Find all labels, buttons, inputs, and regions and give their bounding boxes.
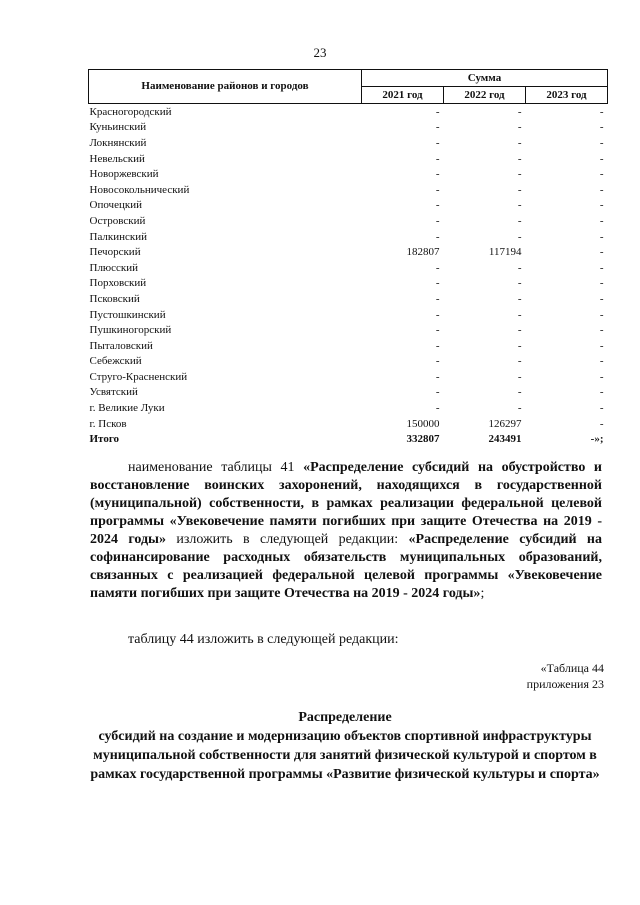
value-2022-cell: - [517,308,522,321]
table-row [89,120,608,136]
value-2021-cell: - [435,308,440,321]
table-row [89,338,608,354]
value-2023-cell: - [599,261,604,274]
table-body [89,104,608,448]
district-name-cell: Себежский [89,355,142,368]
value-2023-cell: - [599,308,604,321]
table-row [89,229,608,245]
value-2022-cell: - [517,324,522,337]
value-2021-cell: - [435,370,440,383]
value-2021-cell: - [435,339,440,352]
value-2022-cell: 126297 [488,417,522,430]
district-name-cell: Красногородский [89,105,172,118]
value-2022-cell: - [517,386,522,399]
value-2022-cell: - [517,168,522,181]
old-table-title: «Распределение субсидий на обустройство и восстановление воинских захоронений, находящихся в государственной (муниципальной) собственности, в рамках реализации федеральной целевой программы «Увековечение памяти погибших при защите Отечества на 2019 - 2024 годы» [90,460,602,547]
value-2022-cell: - [517,152,522,165]
value-2022-cell: - [517,402,522,415]
value-2023-cell: - [599,402,604,415]
table-ref-line2: приложения 23 [526,677,604,691]
name-column-header: Наименование районов и городов [89,70,362,104]
page-number: 23 [313,45,327,60]
district-name-cell: Палкинский [89,230,148,243]
new-table-title: «Распределение субсидий на софинансирование расходных обязательств муниципальных образований, связанных с реализацией федеральной целевой программы «Увековечение памяти погибших при защите Отечества на 2019 - 2024 годы» [90,532,603,601]
table-row [89,276,608,292]
district-name-cell: Пушкиногорский [89,324,172,337]
value-2023-cell: - [599,277,604,290]
total-row [89,431,608,447]
value-2023-cell: - [599,121,604,134]
value-2021-cell: - [435,214,440,227]
district-name-cell: Псковский [89,292,140,305]
value-2021-cell: - [435,277,440,290]
value-2022-cell: - [517,199,522,212]
table44-paragraph: таблицу 44 изложить в следующей редакции: [128,632,399,647]
district-name-cell: Новосокольнический [89,183,190,196]
table-row [89,260,608,276]
value-2022-cell: - [517,292,522,305]
value-2022-cell: 243491 [488,433,522,446]
table-row [89,354,608,370]
table-row [89,198,608,214]
value-2021-cell: - [435,261,440,274]
value-2022-cell: - [517,370,522,383]
value-2021-cell: - [435,230,440,243]
district-name-cell: г. Псков [89,417,127,430]
value-2023-cell: - [599,324,604,337]
table-row [89,182,608,198]
table-row [89,416,608,432]
value-2022-cell: - [517,121,522,134]
value-2022-cell: - [517,136,522,149]
district-name-cell: Новоржевский [89,168,159,181]
value-2021-cell: - [435,292,440,305]
value-2021-cell: - [435,199,440,212]
value-2021-cell: - [435,152,440,165]
table-row [89,213,608,229]
district-name-cell: Порховский [89,277,147,290]
district-name-cell: Плюсский [89,261,139,274]
value-2023-cell: - [599,292,604,305]
value-2023-cell: - [599,339,604,352]
value-2023-cell: - [599,355,604,368]
table-row [89,322,608,338]
value-2021-cell: - [435,386,440,399]
heading-title: Распределение [298,710,392,725]
value-2021-cell: - [435,324,440,337]
value-2022-cell: - [517,230,522,243]
table-row [89,244,608,260]
value-2023-cell: - [599,417,604,430]
table-row [89,104,608,120]
value-2021-cell: - [435,136,440,149]
value-2022-cell: - [517,214,522,227]
value-2022-cell: - [517,261,522,274]
value-2023-cell: - [599,136,604,149]
value-2021-cell: 332807 [406,433,440,446]
paragraph-tail: ; [480,586,485,601]
value-2021-cell: - [435,355,440,368]
district-name-cell: Невельский [89,152,145,165]
district-name-cell: Опочецкий [89,199,142,212]
district-name-cell: Печорский [89,246,141,259]
value-2022-cell: - [517,277,522,290]
year-2023-header: 2023 год [526,87,608,104]
table-ref-line1: «Таблица 44 [540,661,604,675]
sum-column-header: Сумма [362,70,608,87]
value-2022-cell: - [517,339,522,352]
value-2023-cell: - [599,370,604,383]
value-2023-cell: - [599,199,604,212]
value-2022-cell: - [517,355,522,368]
value-2021-cell: - [435,402,440,415]
section-heading [70,708,620,784]
subsidy-table [88,69,608,447]
value-2022-cell: - [517,183,522,196]
table-row [89,307,608,323]
table-reference [527,660,604,692]
value-2022-cell: 117194 [488,246,522,259]
district-name-cell: Пыталовский [89,339,153,352]
year-2022-header: 2022 год [444,87,526,104]
table-row [89,400,608,416]
amendment-paragraph [90,459,602,603]
value-2021-cell: - [435,121,440,134]
value-2023-cell: - [599,152,604,165]
district-name-cell: Пустошкинский [89,308,166,321]
value-2023-cell: - [599,230,604,243]
district-name-cell: Островский [89,214,146,227]
table-row [89,385,608,401]
paragraph-middle: изложить в следующей редакции: [165,532,409,547]
paragraph-lead: наименование таблицы 41 [128,460,304,475]
value-2023-cell: - [599,214,604,227]
heading-subtitle: субсидий на создание и модернизацию объектов спортивной инфраструктуры муниципальной собственности для занятий физической культурой и спортом в рамках государственной программы «Развитие физической культуры и спорта» [90,729,600,782]
table-row [89,166,608,182]
district-name-cell: г. Великие Луки [89,402,165,415]
district-name-cell: Струго-Красненский [89,370,188,383]
value-2023-cell: -»; [590,433,604,446]
value-2021-cell: - [435,168,440,181]
district-name-cell: Локнянский [89,136,147,149]
table-row [89,291,608,307]
district-name-cell: Усвятский [89,386,138,399]
value-2021-cell: - [435,105,440,118]
value-2021-cell: 182807 [406,246,440,259]
value-2023-cell: - [599,105,604,118]
table-row [89,151,608,167]
value-2022-cell: - [517,105,522,118]
value-2023-cell: - [599,168,604,181]
table-row [89,369,608,385]
district-name-cell: Куньинский [89,121,147,134]
value-2023-cell: - [599,183,604,196]
value-2021-cell: 150000 [406,417,440,430]
district-name-cell: Итого [89,433,120,446]
value-2023-cell: - [599,386,604,399]
table-row [89,135,608,151]
value-2021-cell: - [435,183,440,196]
year-2021-header: 2021 год [362,87,444,104]
value-2023-cell: - [599,246,604,259]
